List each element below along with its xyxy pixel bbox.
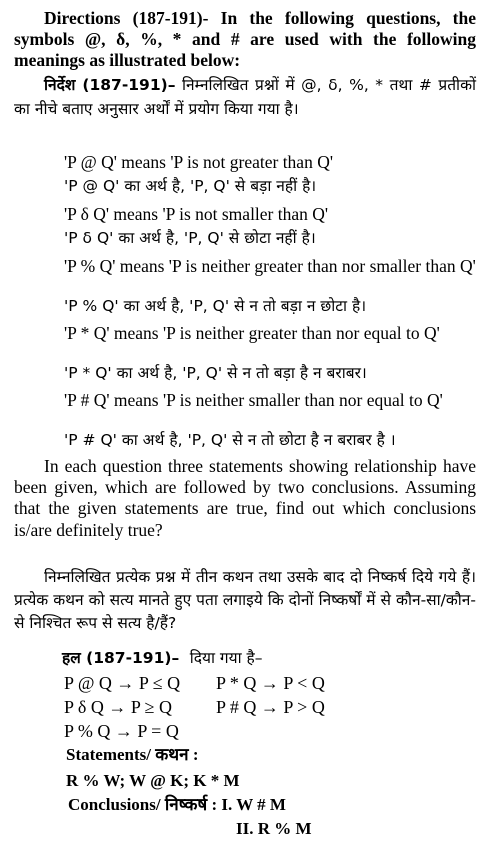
definition-2-en: 'P δ Q' means 'P is not smaller than Q' (64, 204, 329, 224)
directions-english: Directions (187-191)- In the following questions, the symbols @, δ, %, * and # are used with the following meanings as illustrated below: (14, 8, 476, 71)
definition-4-en: 'P * Q' means 'P is neither greater than nor equal to Q' (64, 323, 440, 343)
solution-heading: हल (187-191)– दिया गया है– (62, 649, 263, 667)
directions-hindi-label: निर्देश (187-191)– (44, 76, 176, 94)
directions-hindi-text: निम्नलिखित प्रश्नों में @, δ, %, * तथा # प्रतीकों का नीचे बताए अनुसार अर्थों में प्रयोग किया गया है। (14, 76, 476, 118)
statements-label: Statements/ कथन : (66, 745, 199, 764)
map-star: P * Q → P < Q (216, 673, 325, 693)
map-delta: P δ Q → P ≥ Q (64, 697, 173, 717)
map-at: P @ Q → P ≤ Q (64, 673, 181, 693)
definition-2-hi: 'P δ Q' का अर्थ है, 'P, Q' से छोटा नहीं है। (64, 229, 316, 247)
definition-3-hi: 'P % Q' का अर्थ है, 'P, Q' से न तो बड़ा न छोटा है। (64, 297, 367, 315)
conclusion-2: II. R % M (236, 819, 312, 838)
definition-4-hi: 'P * Q' का अर्थ है, 'P, Q' से न तो बड़ा है न बराबर। (64, 364, 367, 382)
conclusions-label: Conclusions/ निष्कर्ष : I. W # M (68, 795, 286, 814)
statements: R % W; W @ K; K * M (66, 771, 240, 790)
map-hash: P # Q → P > Q (216, 697, 325, 717)
definition-3-en: 'P % Q' means 'P is neither greater than nor smaller than Q' (64, 256, 476, 276)
instructions-hindi: निम्नलिखित प्रत्येक प्रश्न में तीन कथन तथा उसके बाद दो निष्कर्ष दिये गये हैं। प्रत्येक कथन को सत्य मानते हुए पता लगाइये कि दोनों निष्कर्षों में से कौन-सा/कौन-से निश्चित रूप से सत्य है/हैं? (14, 568, 476, 632)
definition-5-en: 'P # Q' means 'P is neither smaller than nor equal to Q' (64, 390, 443, 410)
definition-1-hi: 'P @ Q' का अर्थ है, 'P, Q' से बड़ा नहीं है। (64, 177, 317, 195)
instructions-english: In each question three statements showing relationship have been given, which are followed by two conclusions. Assuming that the given statements are true, find out which conclusions is/are definitely true? (14, 456, 476, 540)
conclusion-1: I. W # M (221, 795, 286, 814)
definition-5-hi: 'P # Q' का अर्थ है, 'P, Q' से न तो छोटा है न बराबर है । (64, 431, 396, 449)
map-percent: P % Q → P = Q (64, 721, 179, 741)
directions-hindi (14, 73, 476, 121)
definition-1-en: 'P @ Q' means 'P is not greater than Q' (64, 152, 333, 172)
